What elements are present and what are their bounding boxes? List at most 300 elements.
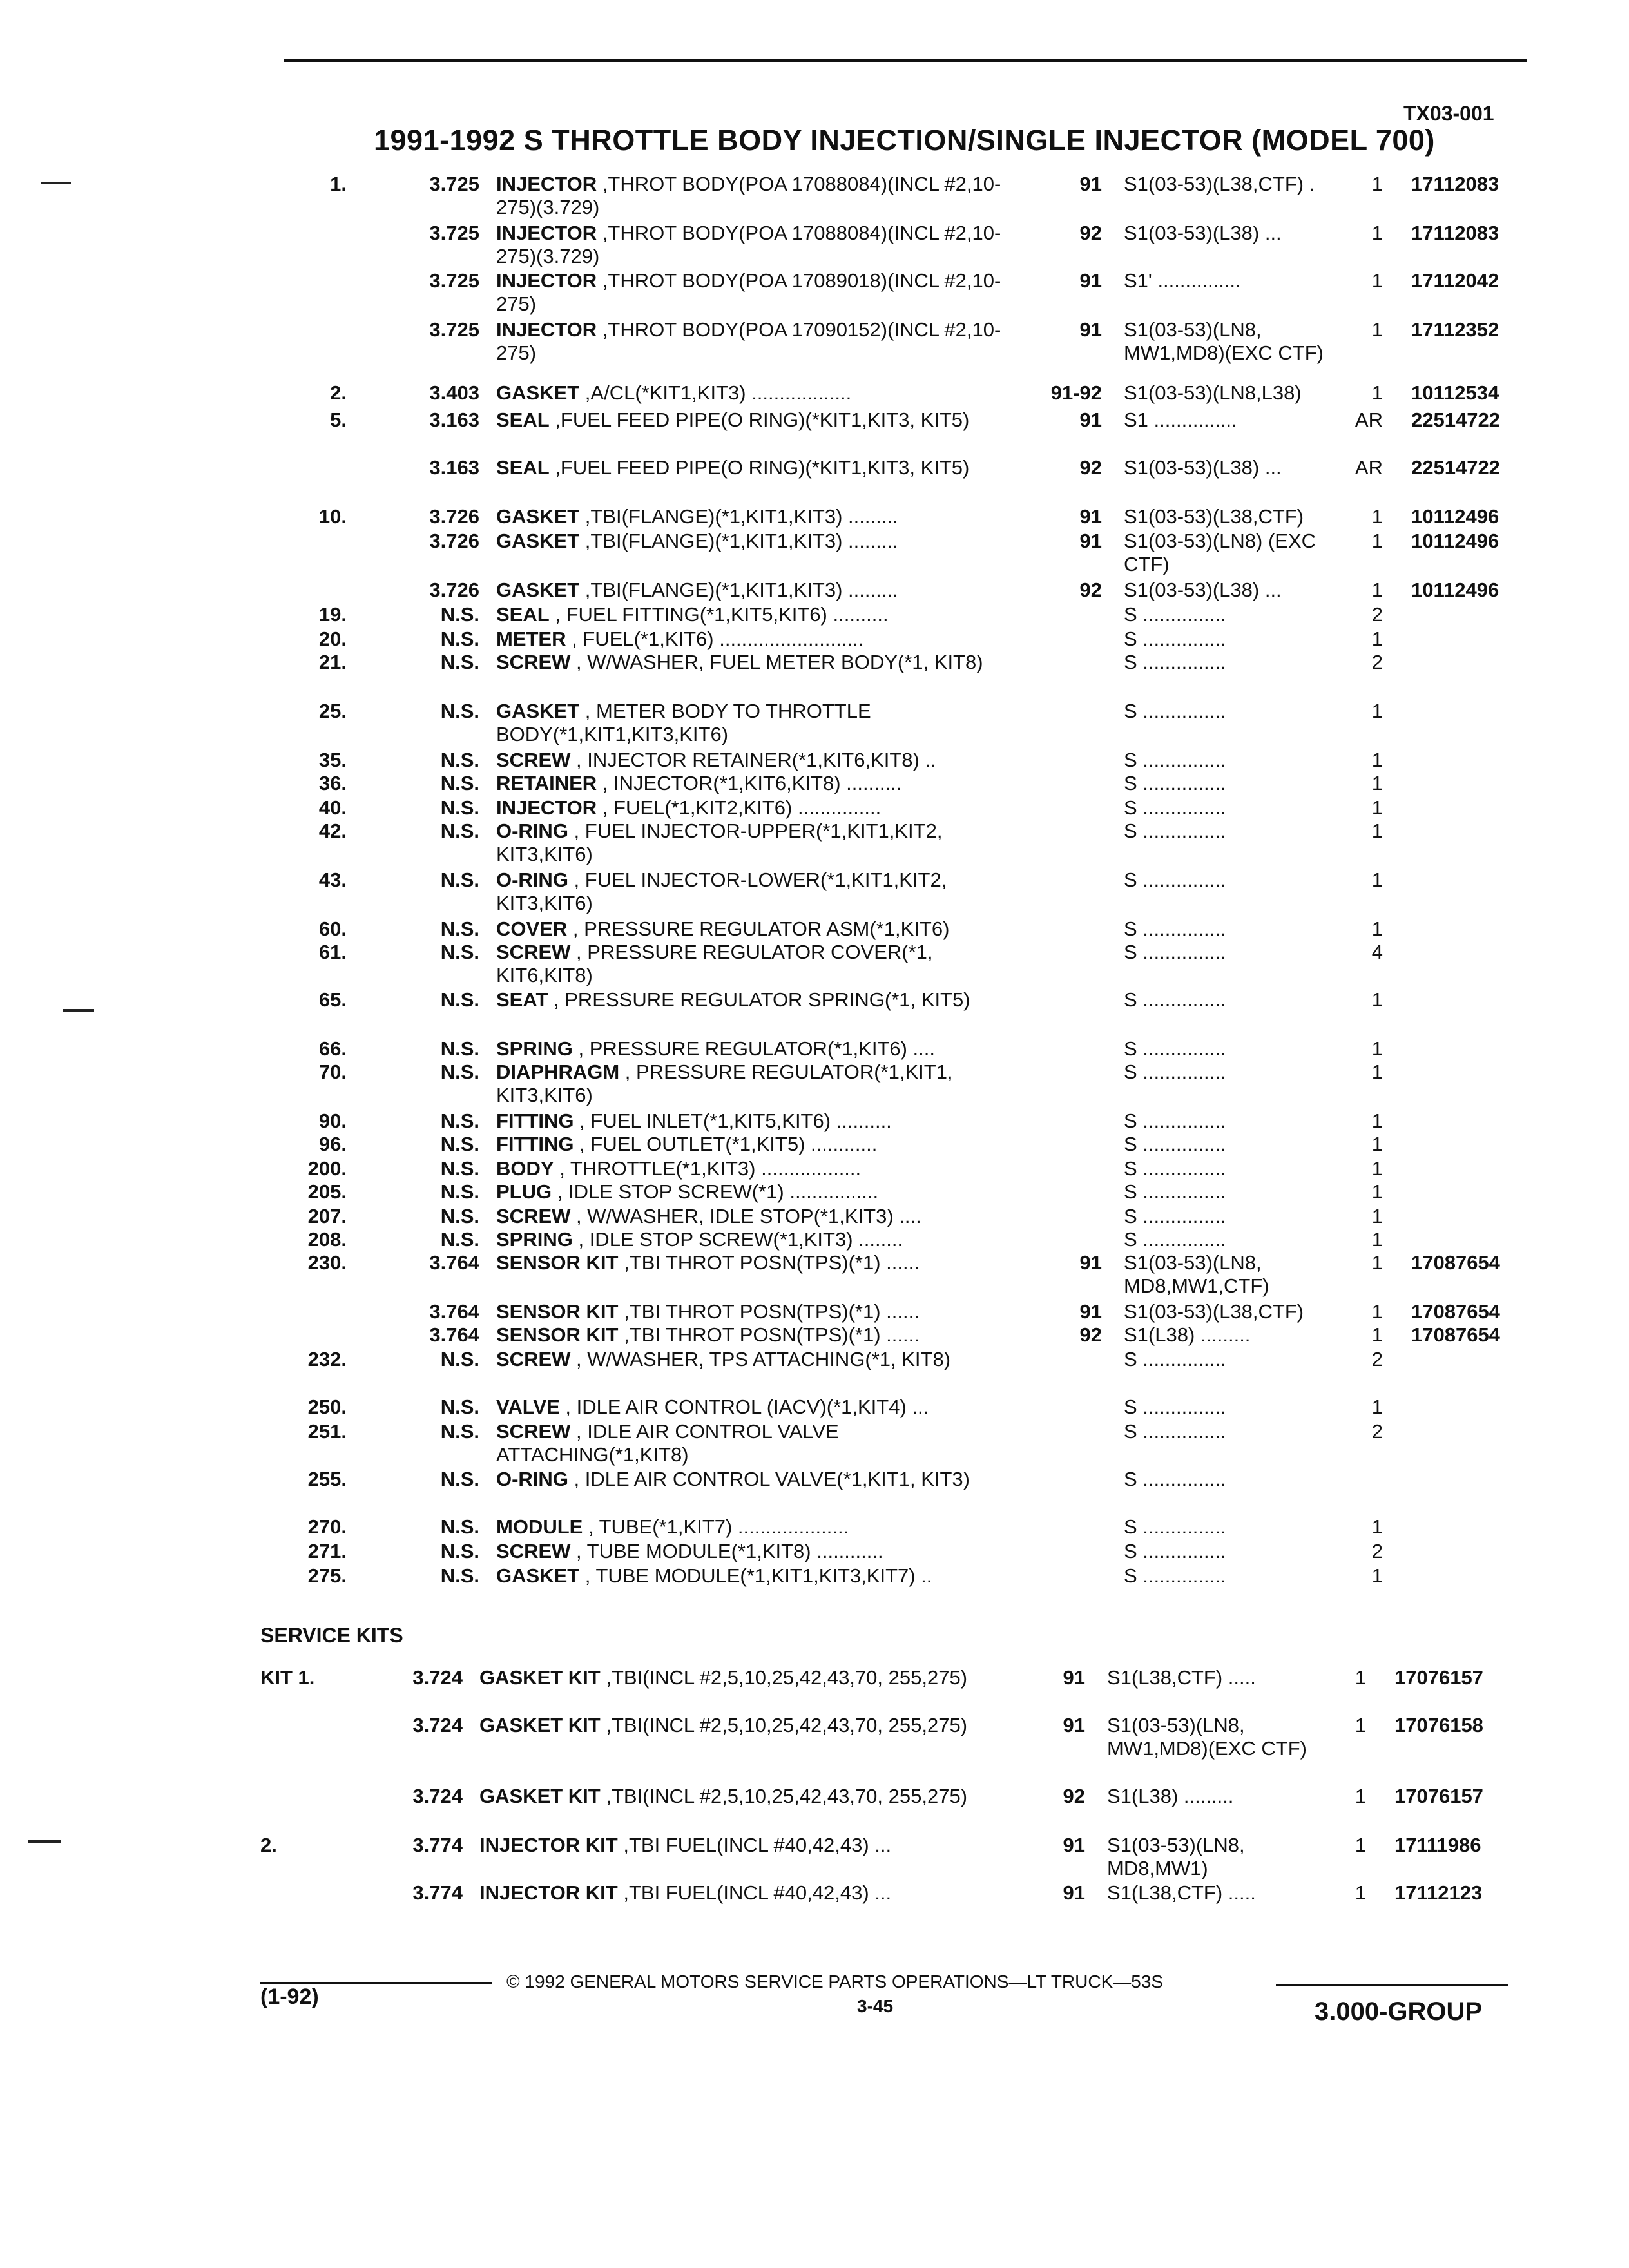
part-row [0,1785,1629,1808]
item-number: 255. [307,1468,347,1490]
part-number: 10112496 [1411,530,1499,552]
item-number: 271. [307,1540,347,1562]
group-number: 3.163 [429,408,479,431]
quantity: 1 [1371,700,1383,722]
group-number: 3.163 [429,456,479,479]
usage: S ............... [1124,1157,1226,1180]
part-name: RETAINER [496,772,597,794]
part-description [496,941,1025,987]
usage: S1(03-53)(L38) ... [1124,579,1282,601]
part-desc-detail: ,TBI(INCL #2,5,10,25,42,43,70, 255,275) [600,1785,968,1807]
quantity: 1 [1371,579,1383,601]
part-number: 17087654 [1411,1323,1500,1346]
part-desc-detail: ,TBI(FLANGE)(*1,KIT1,KIT3) ......... [579,505,898,528]
usage: S1(03-53)(LN8) (EXC CTF) [1124,530,1316,575]
quantity: 1 [1371,222,1383,244]
part-desc-detail: , FUEL(*1,KIT2,KIT6) ............... [597,796,882,819]
quantity: 1 [1371,530,1383,552]
usage: S1(L38) ......... [1124,1323,1251,1346]
part-description [479,1785,1008,1808]
usage: S1(03-53)(L38,CTF) . [1124,173,1315,195]
footer-group: 3.000-GROUP [1315,1997,1483,2026]
quantity: 1 [1371,173,1383,195]
item-number: 20. [318,628,347,650]
part-number: 17112123 [1394,1881,1483,1904]
usage: S1 ............... [1124,408,1237,431]
part-desc-detail: , W/WASHER, TPS ATTACHING(*1, KIT8) [570,1348,951,1370]
part-row [0,1157,1629,1180]
usage: S ............... [1124,749,1226,771]
part-number: 10112496 [1411,505,1499,528]
group-number: 3.725 [429,269,479,292]
part-row [0,1300,1629,1323]
footer-rule-right [1276,1984,1508,1986]
part-number: 17112352 [1411,318,1499,341]
part-description [496,1180,1025,1204]
item-number: 36. [318,772,347,794]
quantity: 1 [1371,1133,1383,1155]
part-number: 17087654 [1411,1251,1500,1274]
part-name: INJECTOR [496,269,597,292]
part-number: 17076157 [1394,1666,1483,1689]
part-desc-detail: , FUEL(*1,KIT6) .......................... [566,628,864,650]
quantity: 1 [1371,1228,1383,1251]
usage: S ............... [1124,651,1226,673]
part-row [0,456,1629,479]
quantity: 1 [1371,1110,1383,1132]
part-name: SCREW [496,749,571,771]
part-row [0,1834,1629,1879]
usage: S ............... [1124,1564,1226,1587]
part-desc-detail: ,TBI(INCL #2,5,10,25,42,43,70, 255,275) [600,1714,968,1736]
part-description [496,222,1025,268]
part-description [496,1396,1025,1419]
group-number: N.S. [440,796,479,819]
part-row [0,603,1629,626]
item-number: 42. [318,820,347,842]
part-name: COVER [496,918,568,940]
part-number: 17112083 [1411,173,1499,195]
part-description [496,579,1025,602]
group-number: 3.764 [429,1251,479,1274]
part-description [496,603,1025,626]
quantity: 1 [1371,318,1383,341]
group-number: N.S. [440,1515,479,1538]
item-number: 96. [318,1133,347,1155]
quantity: 2 [1371,1540,1383,1562]
model-year: 91 [1079,505,1102,528]
usage: S1(03-53)(L38,CTF) [1124,1300,1304,1323]
part-desc-detail: ,A/CL(*KIT1,KIT3) .................. [579,381,852,404]
group-number: N.S. [440,603,479,626]
item-number: 230. [307,1251,347,1274]
part-desc-detail: , PRESSURE REGULATOR ASM(*1,KIT6) [567,918,950,940]
part-number: 17111986 [1394,1834,1481,1856]
part-description [496,1133,1025,1156]
part-description [496,1323,1025,1347]
group-number: 3.725 [429,318,479,341]
part-name: O-RING [496,820,568,842]
part-name: SCREW [496,1205,571,1227]
quantity: 1 [1371,1251,1383,1274]
part-desc-detail: ,THROT BODY(POA 17088084)(INCL #2,10-275)(3.729) [496,173,1001,218]
quantity: AR [1354,408,1383,431]
part-name: INJECTOR [496,173,597,195]
group-number: 3.774 [412,1881,463,1904]
group-number: 3.724 [412,1714,463,1736]
part-row [0,1133,1629,1156]
part-desc-detail: ,THROT BODY(POA 17090152)(INCL #2,10-275) [496,318,1001,364]
part-desc-detail: ,THROT BODY(POA 17089018)(INCL #2,10-275) [496,269,1001,315]
part-name: GASKET KIT [479,1785,601,1807]
part-name: SCREW [496,941,571,963]
part-description [479,1881,1008,1905]
quantity: 1 [1371,628,1383,650]
part-row [0,505,1629,528]
item-number: 250. [307,1396,347,1418]
item-number: 270. [307,1515,347,1538]
part-number: 17076158 [1394,1714,1483,1736]
part-description [496,1157,1025,1180]
part-row [0,772,1629,795]
quantity: 1 [1354,1834,1366,1856]
footer-page-number: 3-45 [857,1996,894,2016]
item-number: 200. [307,1157,347,1180]
usage: S ............... [1124,1420,1226,1443]
part-description [496,381,1025,405]
quantity: 1 [1371,1157,1383,1180]
part-row [0,1228,1629,1251]
group-number: N.S. [440,1420,479,1443]
quantity: AR [1354,456,1383,479]
part-row [0,269,1629,315]
item-number: 60. [318,918,347,940]
part-name: GASKET KIT [479,1666,601,1689]
model-year: 92 [1079,1323,1102,1346]
part-name: VALVE [496,1396,560,1418]
group-number: N.S. [440,988,479,1011]
quantity: 1 [1371,918,1383,940]
model-year: 91 [1079,1300,1102,1323]
part-description [479,1666,1008,1689]
usage: S1(03-53)(LN8,L38) [1124,381,1302,404]
part-row [0,988,1629,1012]
item-number: 208. [307,1228,347,1251]
part-desc-detail: ,TBI FUEL(INCL #40,42,43) ... [617,1881,892,1904]
part-desc-detail: ,TBI FUEL(INCL #40,42,43) ... [617,1834,892,1856]
item-number: 70. [318,1061,347,1083]
part-desc-detail: , FUEL OUTLET(*1,KIT5) ............ [574,1133,878,1155]
part-name: GASKET [496,530,580,552]
group-number: 3.764 [429,1323,479,1346]
model-year: 91-92 [1050,381,1102,404]
quantity: 1 [1371,820,1383,842]
model-year: 91 [1079,530,1102,552]
part-name: MODULE [496,1515,583,1538]
part-row [0,651,1629,674]
quantity: 1 [1371,1300,1383,1323]
part-desc-detail: ,TBI THROT POSN(TPS)(*1) ...... [618,1323,920,1346]
usage: S1(03-53)(LN8, MD8,MW1) [1107,1834,1245,1879]
model-year: 91 [1079,173,1102,195]
item-number: 19. [318,603,347,626]
item-number: 205. [307,1180,347,1203]
part-row [0,1061,1629,1106]
part-row [0,1323,1629,1347]
part-description [496,1037,1025,1061]
group-number: 3.774 [412,1834,463,1856]
part-name: INJECTOR KIT [479,1881,618,1904]
group-number: N.S. [440,1396,479,1418]
part-row [0,1348,1629,1371]
usage: S ............... [1124,820,1226,842]
quantity: 1 [1371,269,1383,292]
quantity: 2 [1371,1348,1383,1370]
usage: S1(03-53)(LN8, MW1,MD8)(EXC CTF) [1107,1714,1307,1760]
item-number: 61. [318,941,347,963]
part-name: FITTING [496,1133,574,1155]
group-number: N.S. [440,1133,479,1155]
part-description [496,269,1025,316]
quantity: 1 [1354,1714,1366,1736]
part-description [496,1348,1025,1371]
quantity: 1 [1354,1785,1366,1807]
group-number: N.S. [440,1180,479,1203]
part-description [496,1468,1025,1491]
quantity: 1 [1371,1564,1383,1587]
model-year: 91 [1063,1714,1085,1736]
group-number: 3.726 [429,579,479,601]
part-desc-detail: , IDLE AIR CONTROL (IACV)(*1,KIT4) ... [559,1396,929,1418]
part-number: 10112534 [1411,381,1499,404]
part-desc-detail: ,FUEL FEED PIPE(O RING)(*KIT1,KIT3, KIT5) [549,456,970,479]
usage: S1' ............... [1124,269,1241,292]
part-row [0,1037,1629,1061]
usage: S ............... [1124,1396,1226,1418]
usage: S ............... [1124,1348,1226,1370]
model-year: 92 [1079,456,1102,479]
part-row [0,1251,1629,1297]
usage: S ............... [1124,1061,1226,1083]
service-kits-heading: SERVICE KITS [260,1624,403,1647]
part-number: 10112496 [1411,579,1499,601]
part-desc-detail: ,TBI(FLANGE)(*1,KIT1,KIT3) ......... [579,579,898,601]
item-number: 25. [318,700,347,722]
part-row [0,796,1629,820]
part-desc-detail: ,TBI(INCL #2,5,10,25,42,43,70, 255,275) [600,1666,968,1689]
model-year: 91 [1063,1666,1085,1689]
group-number: N.S. [440,1110,479,1132]
item-number: 21. [318,651,347,673]
quantity: 2 [1371,1420,1383,1443]
part-name: SENSOR KIT [496,1323,619,1346]
part-row [0,1468,1629,1491]
part-row [0,628,1629,651]
part-description [496,173,1025,219]
usage: S ............... [1124,796,1226,819]
usage: S ............... [1124,1180,1226,1203]
group-number: 3.724 [412,1785,463,1807]
usage: S ............... [1124,628,1226,650]
part-number: 22514722 [1411,456,1500,479]
model-year: 91 [1079,408,1102,431]
model-year: 92 [1063,1785,1085,1807]
part-name: SEAT [496,988,548,1011]
part-description [496,456,1025,479]
quantity: 1 [1371,988,1383,1011]
part-row [0,820,1629,865]
part-description [496,820,1025,866]
quantity: 1 [1371,749,1383,771]
usage: S ............... [1124,1228,1226,1251]
usage: S1(L38) ......... [1107,1785,1234,1807]
quantity: 4 [1371,941,1383,963]
item-number: 1. [330,173,347,195]
item-number: 90. [318,1110,347,1132]
group-number: N.S. [440,651,479,673]
model-year: 92 [1079,222,1102,244]
part-description [496,1420,1025,1466]
quantity: 1 [1371,381,1383,404]
part-desc-detail: , INJECTOR(*1,KIT6,KIT8) .......... [597,772,902,794]
part-name: INJECTOR KIT [479,1834,618,1856]
part-name: SPRING [496,1228,573,1251]
usage: S ............... [1124,1468,1226,1490]
part-name: SENSOR KIT [496,1251,619,1274]
group-number: N.S. [440,1348,479,1370]
model-year: 91 [1063,1881,1085,1904]
quantity: 1 [1371,796,1383,819]
quantity: 2 [1371,603,1383,626]
part-description [496,1251,1025,1274]
part-name: INJECTOR [496,222,597,244]
model-year: 92 [1079,579,1102,601]
group-number: N.S. [440,1564,479,1587]
part-name: SCREW [496,651,571,673]
part-description [496,505,1025,528]
part-row [0,408,1629,432]
part-name: FITTING [496,1110,574,1132]
footer-rule-left [260,1982,492,1984]
item-number: 2. [330,381,347,404]
part-description [496,1564,1025,1588]
top-rule [284,59,1527,62]
part-description [496,796,1025,820]
part-description [479,1714,1008,1737]
usage: S1(03-53)(L38) ... [1124,222,1282,244]
part-desc-detail: ,TBI THROT POSN(TPS)(*1) ...... [618,1251,920,1274]
quantity: 1 [1371,772,1383,794]
part-description [496,1061,1025,1107]
item-number: 35. [318,749,347,771]
part-name: GASKET [496,700,580,722]
part-row [0,1205,1629,1228]
margin-mark [41,182,71,184]
group-number: N.S. [440,820,479,842]
part-row [0,530,1629,575]
item-number: 2. [260,1834,277,1856]
item-number: 232. [307,1348,347,1370]
part-row [0,1515,1629,1539]
quantity: 1 [1371,1396,1383,1418]
part-name: O-RING [496,1468,568,1490]
part-desc-detail: , TUBE(*1,KIT7) .................... [583,1515,849,1538]
part-row [0,749,1629,772]
margin-mark [63,1009,94,1012]
group-number: N.S. [440,918,479,940]
part-desc-detail: , FUEL INJECTOR-UPPER(*1,KIT1,KIT2, KIT3,KIT6) [496,820,943,865]
item-number: 43. [318,869,347,891]
usage: S ............... [1124,941,1226,963]
part-desc-detail: , FUEL FITTING(*1,KIT5,KIT6) .......... [549,603,889,626]
usage: S1(03-53)(L38,CTF) [1124,505,1304,528]
footer-date: (1-92) [260,1984,319,2009]
usage: S ............... [1124,1515,1226,1538]
part-name: GASKET [496,1564,580,1587]
part-description [496,772,1025,795]
part-description [496,700,1025,746]
footer-copyright: © 1992 GENERAL MOTORS SERVICE PARTS OPERATIONS—LT TRUCK—53S [506,1972,1164,1992]
item-number: 275. [307,1564,347,1587]
quantity: 1 [1371,1061,1383,1083]
usage: S1(03-53)(LN8, MD8,MW1,CTF) [1124,1251,1269,1297]
part-name: SEAL [496,456,550,479]
part-desc-detail: , PRESSURE REGULATOR(*1,KIT1, KIT3,KIT6) [496,1061,953,1106]
quantity: 1 [1371,869,1383,891]
part-row [0,1420,1629,1466]
part-row [0,381,1629,405]
part-name: GASKET [496,381,580,404]
quantity: 1 [1371,1323,1383,1346]
part-desc-detail: ,TBI THROT POSN(TPS)(*1) ...... [618,1300,920,1323]
group-number: 3.764 [429,1300,479,1323]
part-description [496,318,1025,365]
part-name: GASKET [496,579,580,601]
part-name: O-RING [496,869,568,891]
part-row [0,941,1629,986]
group-number: N.S. [440,1468,479,1490]
quantity: 1 [1371,1037,1383,1060]
item-number: KIT 1. [260,1666,315,1689]
group-number: N.S. [440,1061,479,1083]
group-number: N.S. [440,772,479,794]
part-name: PLUG [496,1180,552,1203]
usage: S ............... [1124,1540,1226,1562]
group-number: N.S. [440,700,479,722]
part-row [0,1564,1629,1588]
part-row [0,173,1629,218]
part-desc-detail: ,TBI(FLANGE)(*1,KIT1,KIT3) ......... [579,530,898,552]
part-desc-detail: , PRESSURE REGULATOR COVER(*1, KIT6,KIT8) [496,941,933,986]
part-name: BODY [496,1157,554,1180]
group-number: 3.724 [412,1666,463,1689]
part-desc-detail: , FUEL INLET(*1,KIT5,KIT6) .......... [574,1110,892,1132]
part-desc-detail: , W/WASHER, IDLE STOP(*1,KIT3) .... [570,1205,921,1227]
part-row [0,1540,1629,1563]
part-name: SPRING [496,1037,573,1060]
quantity: 1 [1371,1205,1383,1227]
group-number: 3.725 [429,173,479,195]
group-number: N.S. [440,1037,479,1060]
part-desc-detail: , W/WASHER, FUEL METER BODY(*1, KIT8) [570,651,983,673]
part-row [0,1666,1629,1689]
usage: S ............... [1124,700,1226,722]
model-year: 91 [1079,269,1102,292]
usage: S1(L38,CTF) ..... [1107,1881,1256,1904]
group-number: N.S. [440,1157,479,1180]
part-description [496,408,1025,432]
item-number: 251. [307,1420,347,1443]
